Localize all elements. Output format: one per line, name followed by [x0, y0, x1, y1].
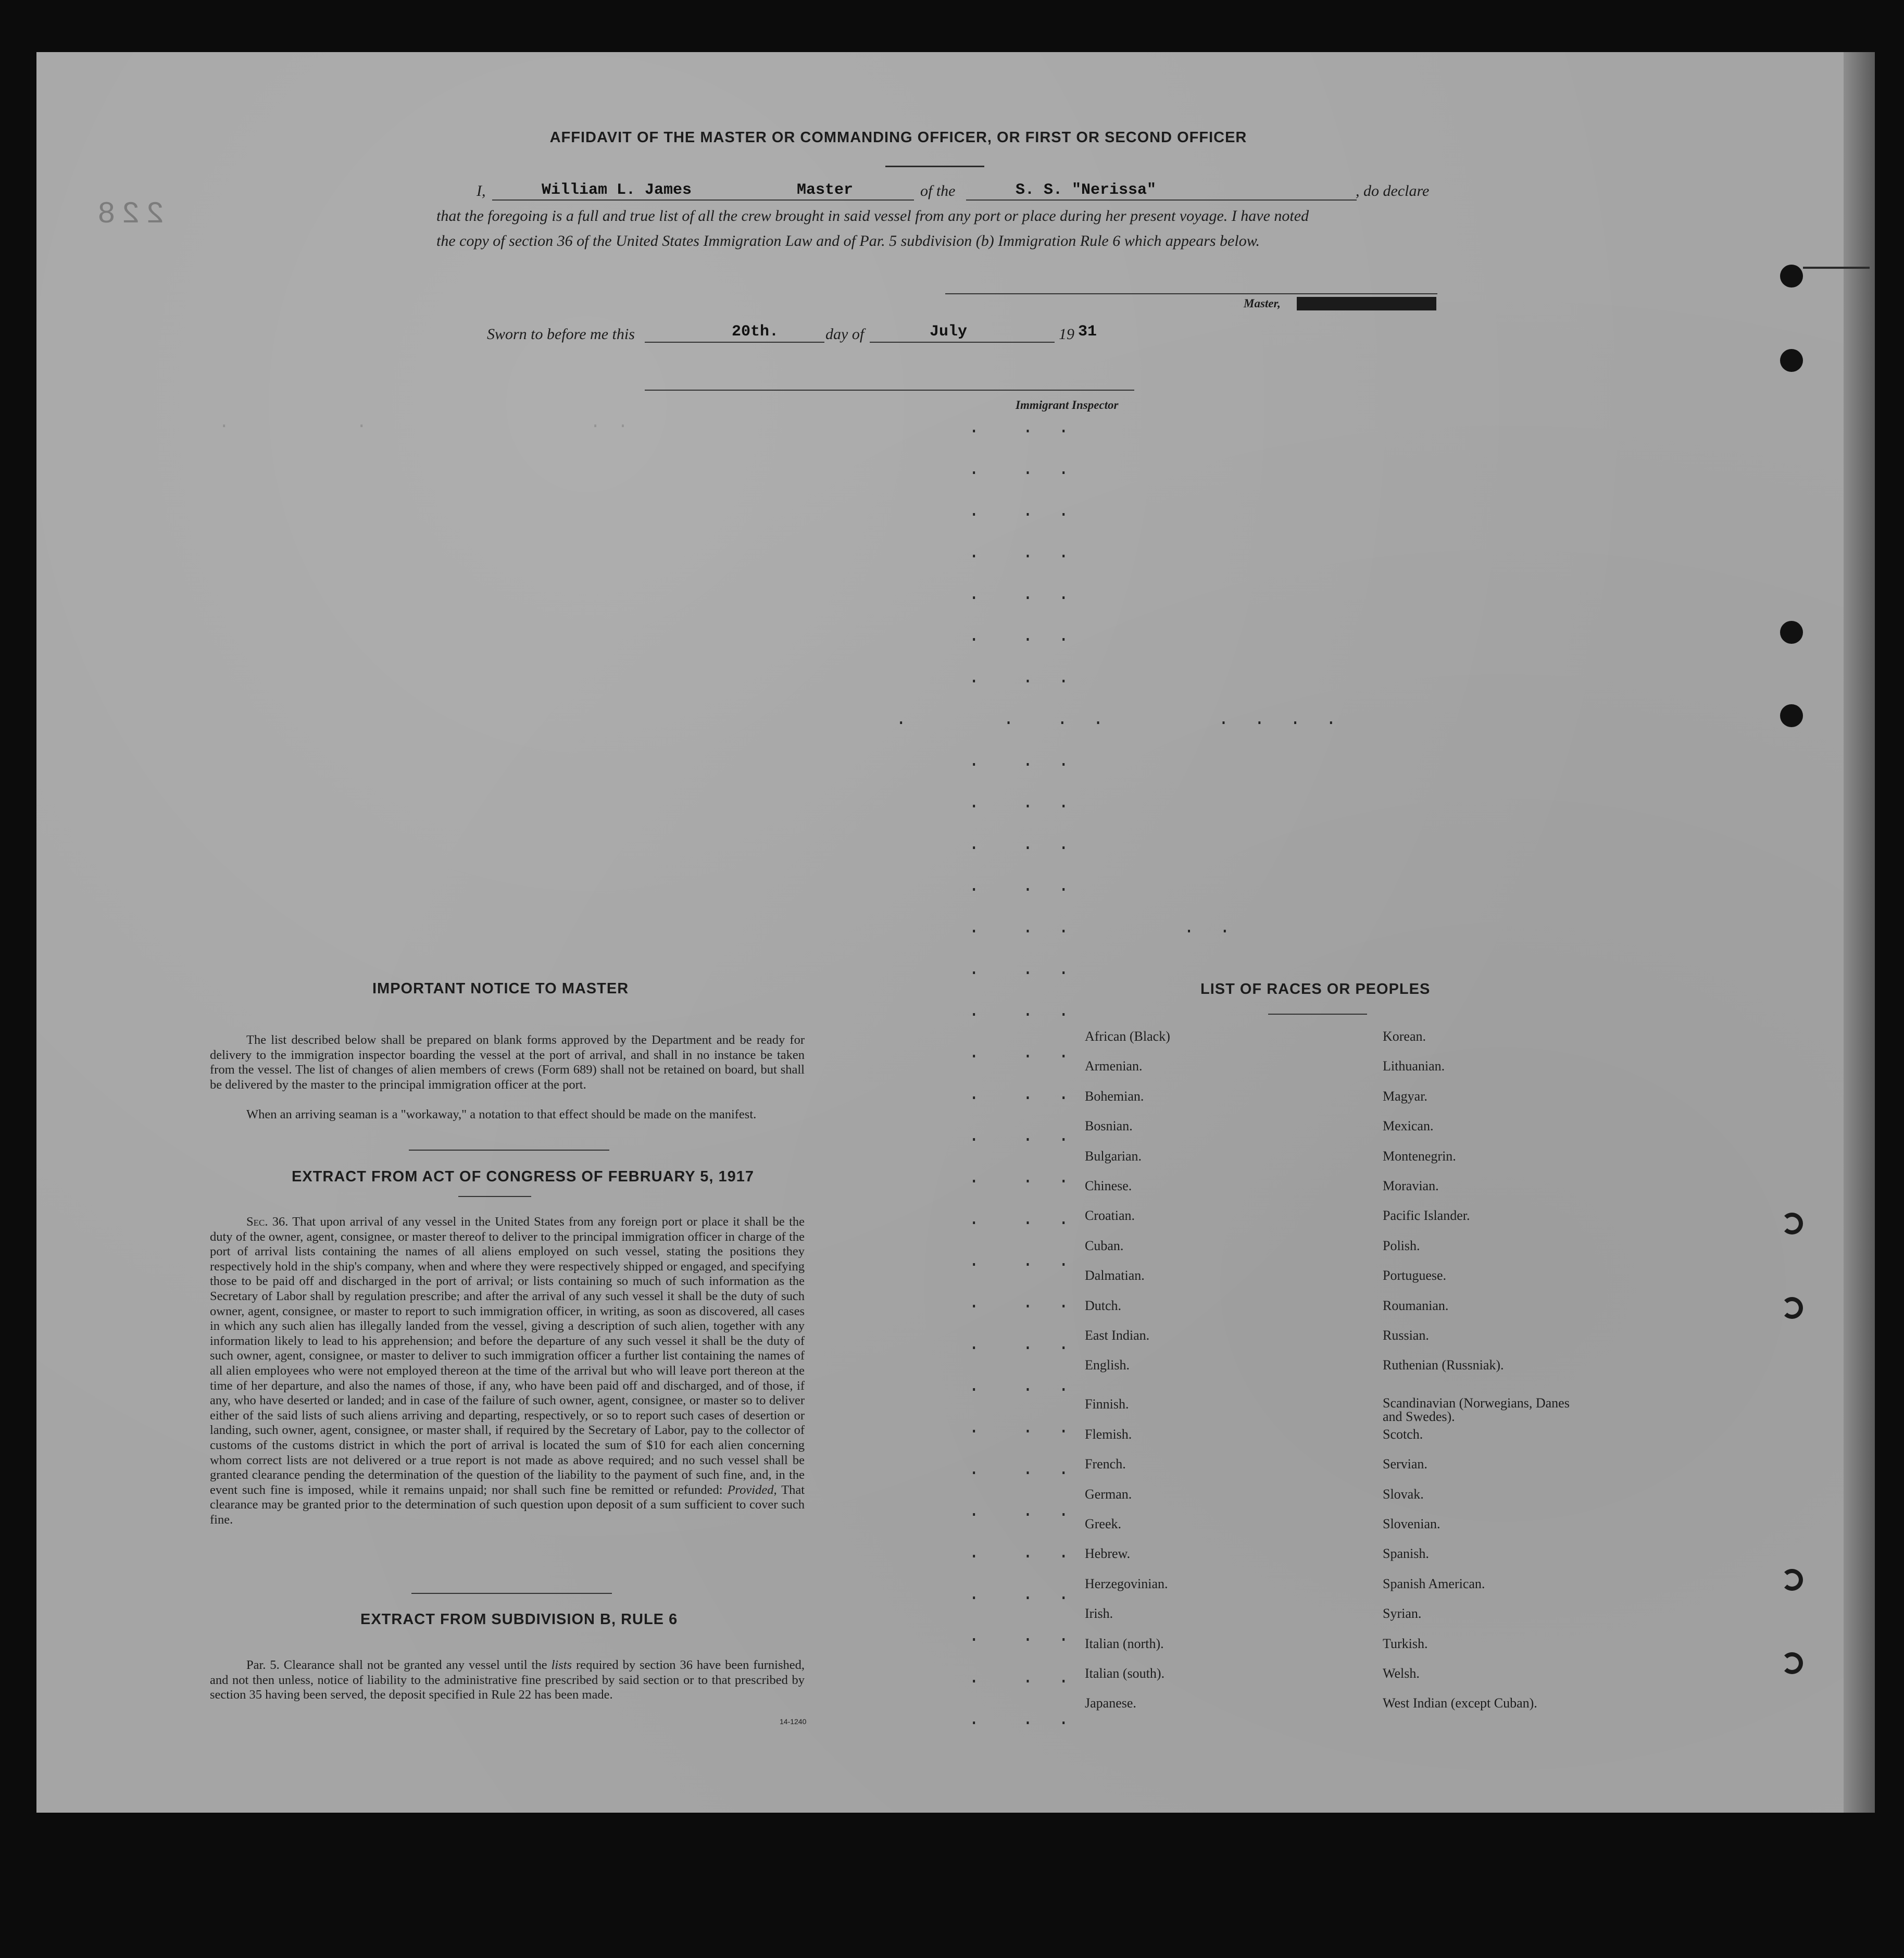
- race-item: Spanish American.: [1383, 1576, 1485, 1591]
- race-item: Chinese.: [1085, 1178, 1132, 1193]
- master-rank: Master: [797, 181, 854, 199]
- day-of-label: day of: [825, 326, 865, 343]
- race-item: East Indian.: [1085, 1328, 1150, 1343]
- race-item: Ruthenian (Russniak).: [1383, 1357, 1504, 1373]
- race-item: Korean.: [1383, 1029, 1426, 1044]
- master-signature-line: [945, 293, 1437, 294]
- race-item: Bosnian.: [1085, 1118, 1133, 1134]
- punch-hole: [1780, 349, 1803, 372]
- race-item: Finnish.: [1085, 1396, 1129, 1412]
- race-item: Italian (north).: [1085, 1636, 1164, 1651]
- document-page: [36, 52, 1870, 1813]
- race-item: Armenian.: [1085, 1058, 1143, 1074]
- race-item: Hebrew.: [1085, 1546, 1131, 1562]
- sworn-year: 31: [1078, 323, 1097, 341]
- race-item: Roumanian.: [1383, 1298, 1449, 1313]
- races-heading: LIST OF RACES OR PEOPLES: [1200, 981, 1431, 997]
- race-item: Servian.: [1383, 1456, 1427, 1472]
- affidavit-line3: the copy of section 36 of the United States Immigration Law and of Par. 5 subdivision (b) Immigration Rule 6 which appears below.: [436, 232, 1260, 250]
- race-item: Pacific Islander.: [1383, 1208, 1470, 1224]
- race-item: Slovenian.: [1383, 1516, 1440, 1531]
- race-item: Dalmatian.: [1085, 1268, 1145, 1283]
- inspector-signature-line: [645, 390, 1134, 391]
- race-item: Spanish.: [1383, 1546, 1429, 1562]
- race-item: French.: [1085, 1456, 1126, 1472]
- race-item: Bulgarian.: [1085, 1148, 1142, 1164]
- act-heading-rule: [458, 1196, 531, 1197]
- edge-rule: [1803, 267, 1870, 269]
- do-declare-label: , do declare: [1356, 182, 1430, 199]
- act-extract-heading: EXTRACT FROM ACT OF CONGRESS OF FEBRUARY 5, 1917: [292, 1168, 755, 1185]
- sworn-day-underline: [645, 342, 824, 343]
- punch-hole: [1781, 1297, 1803, 1319]
- notice-paragraph-2: When an arriving seaman is a "workaway," a notation to that effect should be made on the manifest.: [246, 1107, 757, 1121]
- race-item: Russian.: [1383, 1328, 1429, 1343]
- race-item: Turkish.: [1383, 1636, 1428, 1651]
- page-number-mirrored: 228: [91, 198, 165, 232]
- act-rule: [411, 1593, 612, 1594]
- of-the-label: of the: [920, 182, 956, 199]
- notice-rule: [409, 1150, 609, 1151]
- name-underline: [492, 199, 914, 201]
- affidavit-line2: that the foregoing is a full and true list of all the crew brought in said vessel from any port or place during her present voyage. I have noted: [436, 207, 1309, 225]
- vessel-name: S. S. "Nerissa": [1016, 181, 1157, 199]
- race-item: Slovak.: [1383, 1486, 1424, 1502]
- inspector-caption: Immigrant Inspector: [1016, 398, 1119, 411]
- master-name: William L. James: [542, 181, 692, 199]
- race-item: African (Black): [1085, 1029, 1170, 1044]
- punch-hole: [1781, 1213, 1803, 1234]
- punch-hole: [1781, 1569, 1803, 1591]
- punch-hole: [1780, 621, 1803, 644]
- race-item: Montenegrin.: [1383, 1148, 1456, 1164]
- race-item: Scandinavian (Norwegians, Danes and Swedes).: [1383, 1395, 1570, 1425]
- race-item: Italian (south).: [1085, 1666, 1165, 1681]
- rule-extract-text: Par. 5. Clearance shall not be granted any vessel until the lists required by section 36 have been furnished, and not then unless, notice of liability to the administrative fine prescribed by said section or to that prescribed by section 35 having been served, the deposit specified in Rule 22 has been made.: [210, 1658, 805, 1702]
- race-item: Japanese.: [1085, 1695, 1136, 1711]
- sworn-day: 20th.: [732, 323, 779, 341]
- race-item: Irish.: [1085, 1606, 1113, 1622]
- race-item: Croatian.: [1085, 1208, 1135, 1224]
- race-item: Scotch.: [1383, 1426, 1423, 1442]
- races-heading-rule: [1268, 1014, 1367, 1015]
- page-edge: [1844, 52, 1875, 1813]
- race-item: Flemish.: [1085, 1426, 1132, 1442]
- race-item: Moravian.: [1383, 1178, 1439, 1193]
- race-item: Herzegovinian.: [1085, 1576, 1168, 1591]
- affidavit-line-prefix: I,: [477, 182, 486, 199]
- act-extract-text: Sec. 36. That upon arrival of any vessel in the United States from any foreign port or place it shall be the duty of the owner, agent, consignee, or master thereof to deliver to the principal immigration officer in charge of the port of arrival lists containing the names of all aliens employed on such vessel, stating the positions they respectively hold in the ship's company, when and where they were respectively shipped or engaged, and specifying those to be paid off and discharged in the port of arrival; or lists containing so much of such information as the Secretary of Labor shall by regulation prescribe; and after the arrival of any such vessel it shall be the duty of such owner, agent, consignee, or master to report to such immigration officer, in writing, as soon as discovered, all cases in which any such alien has illegally landed from the vessel, giving a description of such alien, together with any information likely to lead to his apprehension; and before the departure of any such vessel it shall be the duty of such owner, agent, consignee, or master to deliver to such immigration officer a further list containing the names of all alien employees who were not employed thereon at the time of the arrival but who will leave port thereon at the time of her departure, and also the names of those, if any, who have been paid off and discharged, and of those, if any, who have deserted or landed; and in case of the failure of such owner, agent, consignee, or master so to deliver either of the said lists of such aliens arriving and departing, respectively, or so to report such cases of desertion or landing, such owner, agent, consignee, or master shall, if required by the Secretary of Labor, pay to the collector of customs of the customs district in which the port of arrival is located the sum of $10 for each alien concerning whom correct lists are not delivered or a true report is not made as above required; and no such vessel shall be granted clearance pending the determination of the question of the liability to the payment of such fine, and, in the event such fine is imposed, while it remains unpaid; nor shall such fine be remitted or refunded: Provided, That clearance may be granted prior to the determination of such question upon deposit of a sum sufficient to cover such fine.: [210, 1215, 805, 1527]
- race-item: Portuguese.: [1383, 1268, 1447, 1283]
- race-item: Polish.: [1383, 1238, 1420, 1253]
- rule-extract-heading: EXTRACT FROM SUBDIVISION B, RULE 6: [360, 1611, 678, 1628]
- race-item: Mexican.: [1383, 1118, 1434, 1134]
- race-item: Bohemian.: [1085, 1088, 1144, 1104]
- race-item: English.: [1085, 1357, 1130, 1373]
- race-item: German.: [1085, 1486, 1132, 1502]
- punch-hole: [1780, 265, 1803, 288]
- race-item: Welsh.: [1383, 1666, 1420, 1681]
- race-item: Greek.: [1085, 1516, 1122, 1531]
- race-item: Magyar.: [1383, 1088, 1427, 1104]
- redacted-text: [1297, 297, 1436, 310]
- race-item: Cuban.: [1085, 1238, 1124, 1253]
- punch-hole: [1780, 704, 1803, 727]
- year-prefix: 19: [1059, 326, 1074, 343]
- race-item: Syrian.: [1383, 1606, 1422, 1622]
- sworn-month-underline: [870, 342, 1055, 343]
- race-item: West Indian (except Cuban).: [1383, 1695, 1537, 1711]
- form-number: 14-1240: [780, 1717, 807, 1726]
- race-item: Dutch.: [1085, 1298, 1122, 1313]
- vessel-underline: [966, 199, 1357, 201]
- sworn-prefix: Sworn to before me this: [487, 326, 635, 343]
- affidavit-title: AFFIDAVIT OF THE MASTER OR COMMANDING OFFICER, OR FIRST OR SECOND OFFICER: [549, 129, 1247, 146]
- notice-paragraph-1: The list described below shall be prepared on blank forms approved by the Department and be ready for delivery to the immigration inspector boarding the vessel at the port of arrival, and shall in no instance be taken from the vessel. The list of changes of alien members of crews (Form 689) shall not be retained on board, but shall be delivered by the master to the principal immigration officer at the port.: [210, 1033, 805, 1092]
- race-item: Lithuanian.: [1383, 1058, 1445, 1074]
- title-rule: [885, 166, 984, 167]
- master-caption: Master,: [1244, 297, 1281, 310]
- punch-hole: [1781, 1652, 1803, 1674]
- sworn-month: July: [930, 323, 968, 341]
- notice-heading: IMPORTANT NOTICE TO MASTER: [372, 980, 629, 997]
